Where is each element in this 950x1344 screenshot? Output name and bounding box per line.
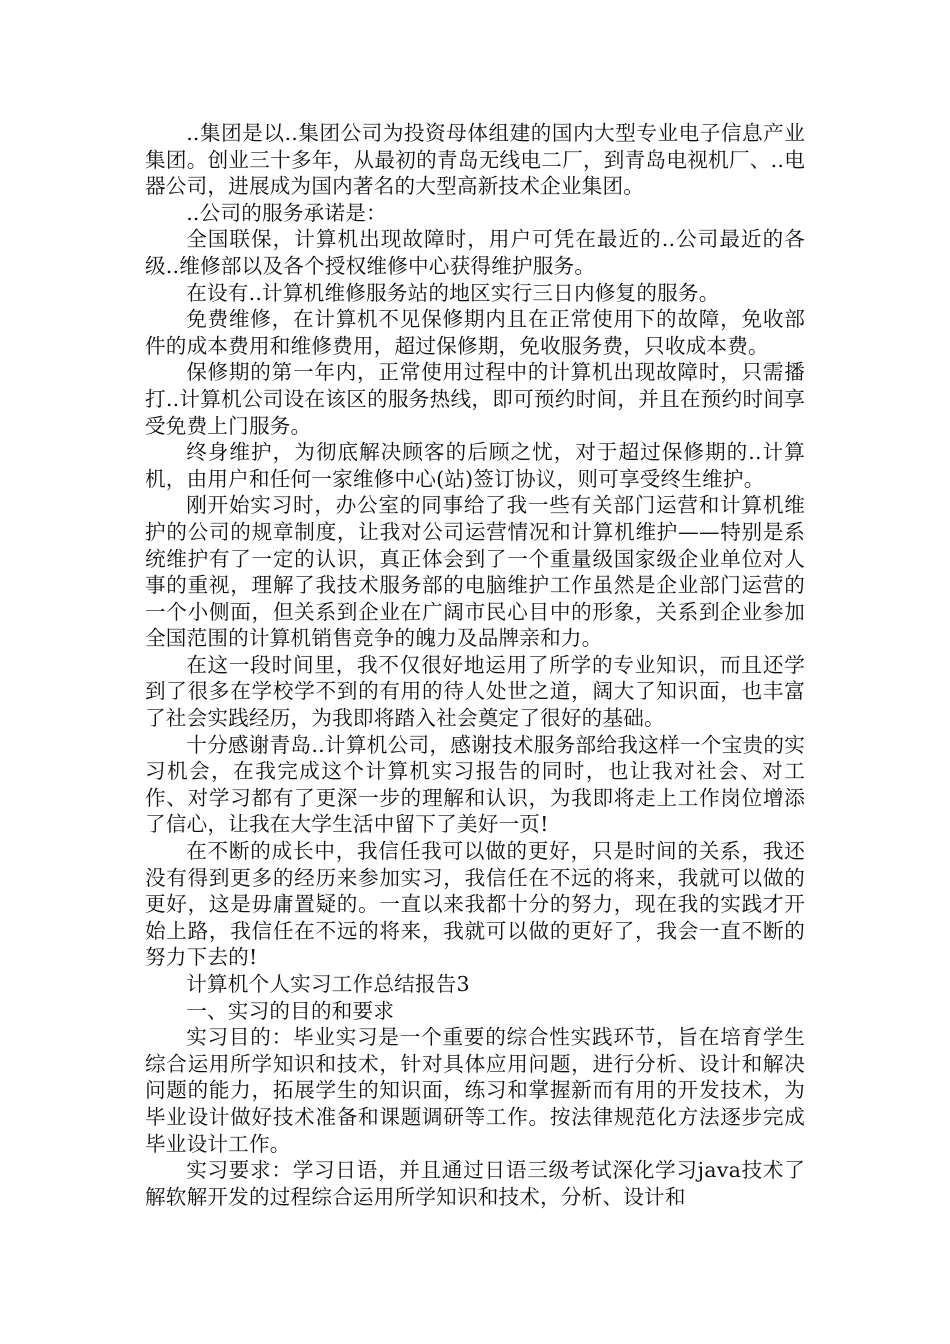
paragraph-thanks: 十分感谢青岛..计算机公司，感谢技术服务部给我这样一个宝贵的实习机会，在我完成这个计算机实习报告的同时，也让我对社会、对工作、对学习都有了更深一步的理解和认识，为我即将走上工作岗位增添了信心，让我在大学生活中留下了美好一页! [145,732,805,837]
paragraph-knowledge-gained: 在这一段时间里，我不仅很好地运用了所学的专业知识，而且还学到了很多在学校学不到的有用的待人处世之道，阔大了知识面，也丰富了社会实践经历，为我即将踏入社会奠定了很好的基础。 [145,652,805,731]
section-heading-goals: 一、实习的目的和要求 [186,998,395,1023]
paragraph-service-commitment-heading: ..公司的服务承诺是： [186,200,387,225]
paragraph-nationwide-warranty: 全国联保，计算机出现故障时，用户可凭在最近的..公司最近的各级..维修部以及各个授权维修中心获得维护服务。 [145,227,805,278]
paragraph-growth: 在不断的成长中，我信任我可以做的更好，只是时间的关系，我还没有得到更多的经历来参加实习，我信任在不远的将来，我就可以做的更好，这是毋庸置疑的。一直以来我都十分的努力，现在我的实践才开始上路，我信任在不远的将来，我就可以做的更好了，我会一直不断的努力下去的! [145,839,805,970]
document-page [145,120,805,1210]
paragraph-lifetime-maintenance: 终身维护，为彻底解决顾客的后顾之忧，对于超过保修期的..计算机，由用户和任何一家维修中心(站)签订协议，则可享受终生维护。 [145,440,805,491]
paragraph-internship-requirements: 实习要求：学习日语，并且通过日语三级考试深化学习java技术了解软解开发的过程综合运用所学知识和技术，分析、设计和 [145,1158,805,1209]
paragraph-first-year-service: 保修期的第一年内，正常使用过程中的计算机出现故障时，只需播打..计算机公司设在该区的服务热线，即可预约时间，并且在预约时间享受免费上门服务。 [145,360,805,438]
paragraph-three-day-repair: 在设有..计算机维修服务站的地区实行三日内修复的服务。 [186,280,720,305]
paragraph-internship-start: 刚开始实习时，办公室的同事给了我一些有关部门运营和计算机维护的公司的规章制度，让我对公司运营情况和计算机维护——特别是系统维护有了一定的认识，真正体会到了一个重量级国家级企业单位对人事的重视，理解了我技术服务部的电脑维护工作虽然是企业部门运营的一个小侧面，但关系到企业在广阔市民心目中的形象，关系到企业参加全国范围的计算机销售竞争的魄力及品牌亲和力。 [145,493,805,651]
paragraph-free-repair: 免费维修，在计算机不见保修期内且在正常使用下的故障，免收部件的成本费用和维修费用，超过保修期，免收服务费，只收成本费。 [145,307,805,358]
paragraph-group-intro: ..集团是以..集团公司为投资母体组建的国内大型专业电子信息产业集团。创业三十多年，从最初的青岛无线电二厂，到青岛电视机厂、..电器公司，进展成为国内著名的大型高新技术企业集团。 [145,121,805,199]
section-title-report-3: 计算机个人实习工作总结报告3 [186,972,470,996]
paragraph-internship-purpose: 实习目的：毕业实习是一个重要的综合性实践环节，旨在培育学生综合运用所学知识和技术，针对具体应用问题，进行分析、设计和解决问题的能力，拓展学生的知识面，练习和掌握新而有用的开发技术，为毕业设计做好技术准备和课题调研等工作。按法律规范化方法逐步完成毕业设计工作。 [145,1025,805,1156]
